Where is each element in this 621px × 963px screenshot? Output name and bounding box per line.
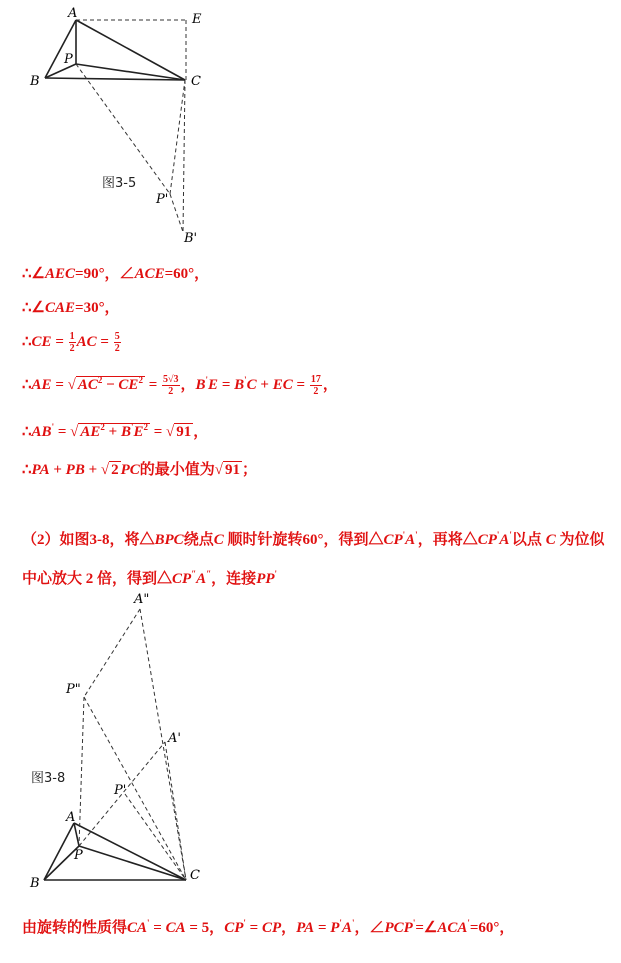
fig1-label-B: B bbox=[30, 74, 40, 89]
line-3: ∴CE = $\frac{1}{2}$ AC = $\frac{5}{2}$ bbox=[22, 331, 120, 354]
fig1-label-Pp: P' bbox=[156, 192, 169, 207]
fig1-caption: 图3-5 bbox=[102, 176, 137, 191]
line-4: ∴AE = √ $AC^2 - CE^2$ = $\frac{5√3}{2}$ ，B'E = B'C + EC = $\frac{17}{2}$ ， bbox=[22, 374, 338, 398]
figure-3-5 bbox=[0, 0, 621, 250]
line-1: ∴∠AEC=90°，∠ACE=60°， bbox=[22, 266, 210, 282]
fig1-label-P: P bbox=[64, 52, 73, 67]
final-line: 由旋转的性质得CA' = CA = 5，CP' = CP，PA = P'A'，∠PCP'=∠ACA'=60°， bbox=[22, 918, 515, 936]
fig2-label-A1: A' bbox=[168, 731, 181, 746]
line-6: ∴PA + PB + √ 2 PC的最小值为√ 91 ； bbox=[22, 462, 258, 478]
fig2-label-A2: A" bbox=[134, 592, 150, 607]
fig1-label-A: A bbox=[68, 6, 78, 21]
fig2-label-B: B bbox=[30, 876, 40, 891]
fig2-label-C: C bbox=[190, 868, 200, 883]
fig1-label-E: E bbox=[192, 12, 202, 27]
fig2-label-P: P bbox=[74, 848, 83, 863]
fig2-label-P2: P" bbox=[66, 682, 81, 697]
part2-intro: （2）如图3-8，将△BPC绕点C 顺时针旋转60°，得到△CP'A'，再将△CP'A'以点 C 为位似中心放大 2 倍，得到△CP″A″，连接PP' bbox=[22, 530, 605, 587]
line-2: ∴∠CAE=30°， bbox=[22, 300, 120, 316]
fig2-label-P1: P' bbox=[114, 783, 127, 798]
fig2-caption: 图3-8 bbox=[31, 771, 66, 786]
fig1-label-C: C bbox=[191, 74, 201, 89]
fig2-label-A: A bbox=[66, 810, 76, 825]
line-5: ∴AB' = √ $AE^2 + B'E^2$ = √ 91 ， bbox=[22, 422, 209, 440]
fig1-label-Bp: B' bbox=[184, 231, 198, 246]
